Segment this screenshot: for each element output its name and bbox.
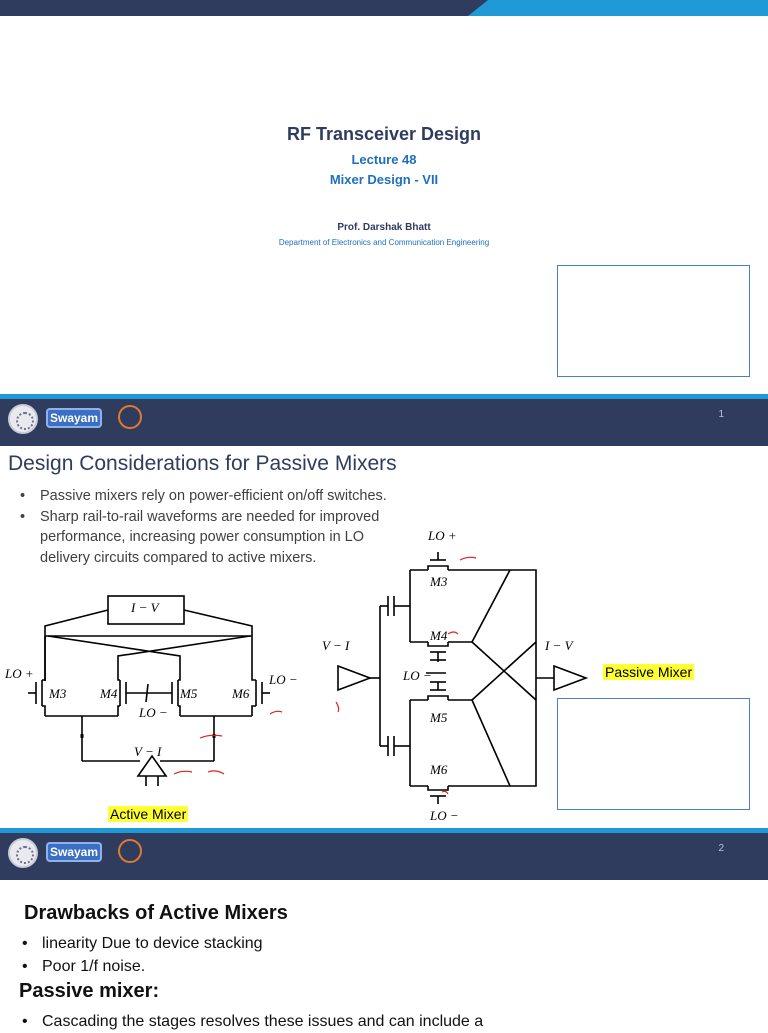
bullet-item: • Cascading the stages resolves these issues and can include a bbox=[20, 1010, 720, 1033]
video-placeholder-box bbox=[557, 265, 750, 377]
institute-seal-icon bbox=[8, 404, 38, 434]
passive-m3-label: M3 bbox=[430, 574, 448, 589]
course-title: RF Transceiver Design bbox=[286, 124, 482, 144]
passive-mixer-schematic bbox=[300, 550, 600, 820]
page-number: 2 bbox=[718, 843, 724, 854]
drawbacks-heading: Drawbacks of Active Mixers bbox=[24, 902, 288, 924]
swayam-logo: Swayam bbox=[46, 408, 102, 428]
active-m5-label: M5 bbox=[180, 686, 198, 701]
active-lo-plus-label: LO + bbox=[5, 666, 34, 681]
passive-mixer-caption: Passive Mixer bbox=[605, 664, 693, 680]
passive-lo-minus-mid-label: LO − bbox=[403, 668, 432, 683]
swayam-logo: Swayam bbox=[46, 842, 102, 862]
lecture-topic: Mixer Design - VII bbox=[329, 172, 439, 187]
page-number: 1 bbox=[718, 409, 724, 420]
slide-3 bbox=[0, 880, 768, 1030]
passive-lo-plus-label: LO + bbox=[428, 528, 457, 543]
passive-mixer-heading: Passive mixer: bbox=[19, 980, 160, 1002]
lecture-number: Lecture 48 bbox=[351, 152, 417, 167]
active-lo-minus-mid-label: LO − bbox=[139, 705, 168, 720]
bullet-item: • Sharp rail-to-rail waveforms are needed for improved performance, increasing power consumption in LO delivery circuits compared to active mixers. bbox=[18, 507, 398, 569]
passive-list bbox=[20, 1010, 720, 1033]
passive-vi-label: V − I bbox=[322, 638, 350, 653]
passive-m6-label: M6 bbox=[430, 762, 448, 777]
nptel-logo-icon bbox=[118, 839, 142, 863]
bullet-item: • Passive mixers rely on power-efficient on/off switches. bbox=[18, 486, 398, 507]
video-placeholder-box bbox=[557, 698, 750, 810]
slide-2 bbox=[0, 446, 768, 828]
top-bar-accent bbox=[468, 0, 768, 16]
passive-iv-label: I − V bbox=[545, 638, 573, 653]
active-vi-label: V − I bbox=[134, 744, 162, 759]
passive-m4-label: M4 bbox=[430, 628, 448, 643]
active-iv-label: I − V bbox=[131, 600, 159, 615]
active-m6-label: M6 bbox=[232, 686, 250, 701]
passive-m5-label: M5 bbox=[430, 710, 448, 725]
active-m4-label: M4 bbox=[100, 686, 118, 701]
bullet-item: • linearity Due to device stacking bbox=[20, 932, 720, 955]
department-name: Department of Electronics and Communication Engineering bbox=[278, 238, 490, 247]
passive-lo-minus-bottom-label: LO − bbox=[430, 808, 459, 823]
drawbacks-list bbox=[20, 932, 720, 978]
slide-title: Design Considerations for Passive Mixers bbox=[8, 452, 397, 475]
nptel-logo-icon bbox=[118, 405, 142, 429]
footer-bar-1 bbox=[0, 394, 768, 446]
active-lo-minus-right-label: LO − bbox=[269, 672, 298, 687]
active-mixer-caption: Active Mixer bbox=[110, 806, 187, 822]
slide-1 bbox=[0, 16, 768, 394]
bullet-item: • Poor 1/f noise. bbox=[20, 955, 720, 978]
active-m3-label: M3 bbox=[49, 686, 67, 701]
professor-name: Prof. Darshak Bhatt bbox=[337, 222, 431, 233]
footer-bar-2 bbox=[0, 828, 768, 880]
institute-seal-icon bbox=[8, 838, 38, 868]
